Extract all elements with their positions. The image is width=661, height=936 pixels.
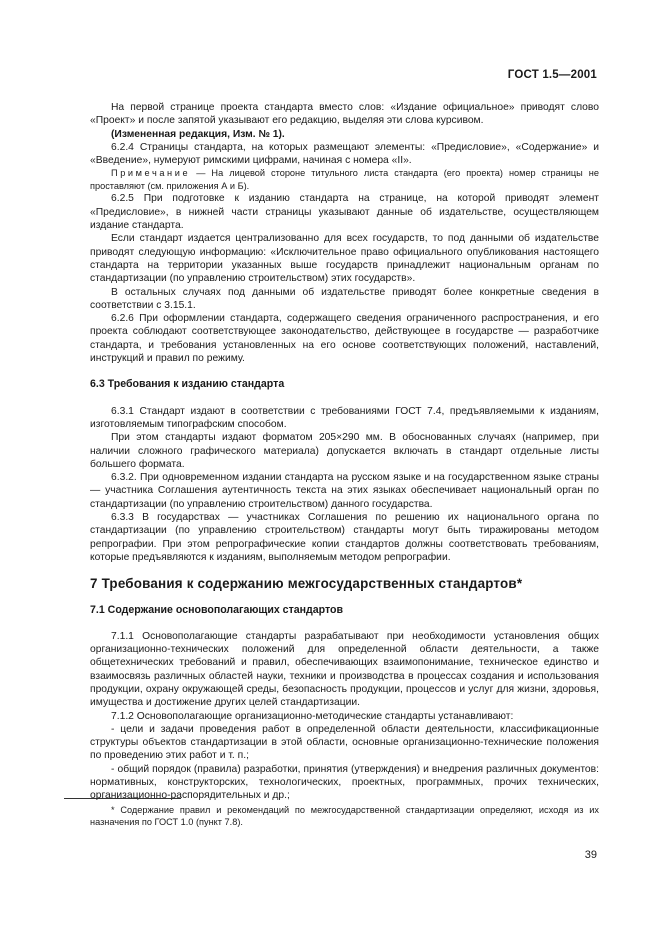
section-7-1-heading: 7.1 Содержание основополагающих стандартов [90,603,344,616]
paragraph: 7.1.1 Основополагающие стандарты разрабатывают при необходимости установления общих организационно-технических положений для определенной области деятельности, а также общетехнических требований и правил, обеспечивающих взаимопонимание, техническое единство и взаимосвязь различных областей науки, техники и производства в процессах создания и использования продукции, охрану окружающей среды, безопасность продукции, процессов и услуг для жизни, здоровья, имущества и достижение других целей стандартизации. [90,630,599,709]
amendment-note: (Измененная редакция, Изм. № 1). [111,128,285,140]
note-text: — На лицевой стороне титульного листа стандарта (его проекта) номер страницы не проставляют (см. приложения А и Б). [90,168,599,191]
page-number: 39 [584,849,597,861]
paragraph: 6.3.2. При одновременном издании стандарта на русском языке и на государственном языке страны — участника Соглашения аутентичность текста на этих языках обеспечивает национальный орган по стандартизации (по управлению строительством) данного государства. [90,472,599,510]
section-6-3-heading: 6.3 Требования к изданию стандарта [90,378,285,391]
paragraph: 6.2.6 При оформлении стандарта, содержащего сведения ограниченного распространения, и его проекта соблюдают соответствующее законодательство, действующее в государстве — разработчике стандарта, и требования установленных на его основе соответствующих положений, наставлений, инструкций и правил по режиму. [90,313,599,365]
paragraph: 6.2.4 Страницы стандарта, на которых размещают элементы: «Предисловие», «Содержание» и «Введение», нумеруют римскими цифрами, начиная с номера «II». [90,141,599,167]
paragraph: На первой странице проекта стандарта вместо слов: «Издание официальное» приводят слово «Проект» и после запятой указывают его редакцию, выделяя эти слова курсивом. [90,102,599,127]
page-content [90,101,599,803]
list-item: - цели и задачи проведения работ в определенной области деятельности, классификационные структуры объектов стандартизации в этой области, основные организационно-технические положения по проведению этих работ и т. п.; [90,723,599,762]
note-paragraph [90,167,599,192]
paragraph: В остальных случаях под данными об издательстве приводят более конкретные сведения в соответствии с 3.15.1. [90,286,599,311]
paragraph: При этом стандарты издают форматом 205×290 мм. В обоснованных случаях (например, при наличии сложного графического материала) допускается включать в стандарт отдельные листы большего формата. [90,432,599,470]
paragraph: 6.3.3 В государствах — участниках Соглашения по решению их национального органа по стандартизации (по управлению строительством) стандарты могут быть тиражированы методом репрографии. При этом репрографические копии стандартов должны соответствовать требованиям, которые предъявляются к изданиям, выполняемым методом репрографии. [90,512,599,563]
section-7-heading: 7 Требования к содержанию межгосударственных стандартов* [90,576,523,592]
list-item: - общий порядок (правила) разработки, принятия (утверждения) и внедрения различных документов: нормативных, конструкторских, технологических, проектных, программных, прочих технических, организационно-распорядительных и др.; [90,763,599,802]
footnote-divider [64,798,181,799]
paragraph: Если стандарт издается централизованно для всех государств, то под данными об издательстве приводят следующую информацию: «Исключительное право официального опубликования настоящего стандарта на территории указанных выше государств принадлежит национальным органам по стандартизации (по управлению строительством) этих государств». [90,233,599,285]
paragraph: 7.1.2 Основополагающие организационно-методические стандарты устанавливают: [111,710,514,722]
note-label: Примечание [111,168,191,179]
paragraph: 6.2.5 При подготовке к изданию стандарта на странице, на которой приводят элемент «Предисловие», в нижней части страницы указывают данные об издательстве, осуществляющем издание стандарта. [90,193,599,232]
page-header-standard: ГОСТ 1.5—2001 [507,69,597,81]
paragraph: 6.3.1 Стандарт издают в соответствии с требованиями ГОСТ 7.4, предъявляемыми к изданиям, изготовляемым типографским способом. [90,405,599,430]
footnote: * Содержание правил и рекомендаций по межгосударственной стандартизации определяют, исходя из их назначения по ГОСТ 1.0 (пункт 7.8). [90,805,599,828]
